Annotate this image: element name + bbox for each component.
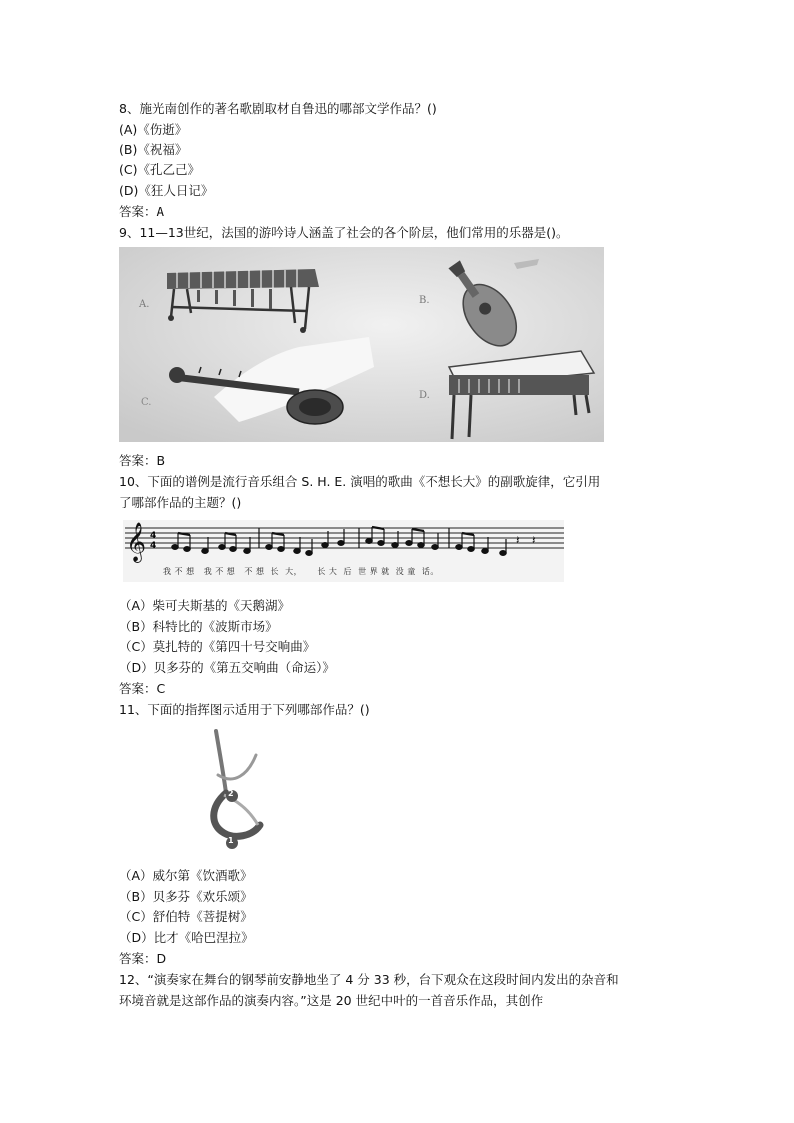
q8-option-c: (C)《孔乙己》 bbox=[119, 162, 200, 177]
q9-answer: 答案：B bbox=[119, 453, 166, 468]
question-8-stem: 8、施光南创作的著名歌剧取材自鲁迅的哪部文学作品？() bbox=[119, 101, 437, 116]
q11-option-c: （C）舒伯特《菩提树》 bbox=[119, 909, 253, 924]
svg-text:𝄽: 𝄽 bbox=[516, 533, 520, 547]
svg-text:4: 4 bbox=[150, 531, 157, 541]
q10-option-a: （A）柴可夫斯基的《天鹅湖》 bbox=[119, 598, 291, 613]
question-11-stem: 11、下面的指挥图示适用于下列哪部作品？() bbox=[119, 702, 370, 717]
q11-answer: 答案：D bbox=[119, 951, 167, 966]
beat-label-1: 1 bbox=[228, 836, 234, 845]
q11-option-b: （B）贝多芬《欢乐颂》 bbox=[119, 889, 253, 904]
q10-option-c: （C）莫扎特的《第四十号交响曲》 bbox=[119, 639, 316, 654]
q8-option-d: (D)《狂人日记》 bbox=[119, 183, 214, 198]
question-10-stem-line1: 10、下面的谱例是流行音乐组合 S. H. E. 演唱的歌曲《不想长大》的副歌旋律，它引用 bbox=[119, 474, 601, 489]
score-figure bbox=[123, 520, 564, 582]
beat-label-2: 2 bbox=[228, 789, 234, 798]
q10-option-b: （B）科特比的《波斯市场》 bbox=[119, 619, 278, 634]
question-12-line2: 环境音就是这部作品的演奏内容。”这是 20 世纪中叶的一首音乐作品，其创作 bbox=[119, 993, 544, 1008]
q11-option-a: （A）威尔第《饮酒歌》 bbox=[119, 868, 253, 883]
conducting-pattern-icon bbox=[190, 725, 280, 860]
instrument-label-c: C. bbox=[141, 397, 152, 408]
q8-option-a: (A)《伤逝》 bbox=[119, 122, 188, 137]
instrument-label-a: A. bbox=[139, 299, 150, 310]
instrument-label-d: D. bbox=[419, 390, 430, 401]
svg-text:𝄞: 𝄞 bbox=[126, 522, 147, 562]
question-10-stem-line2: 了哪部作品的主题？() bbox=[119, 495, 242, 510]
instrument-label-b: B. bbox=[419, 295, 430, 306]
q10-option-d: （D）贝多芬的《第五交响曲（命运）》 bbox=[119, 660, 335, 675]
question-12-line1: 12、“演奏家在舞台的钢琴前安静地坐了 4 分 33 秒，台下观众在这段时间内发出的杂音和 bbox=[119, 972, 619, 987]
q8-answer: 答案：A bbox=[119, 204, 165, 219]
q11-option-d: （D）比才《哈巴涅拉》 bbox=[119, 930, 254, 945]
conducting-figure bbox=[190, 725, 280, 860]
score-lyrics: 我 不 想 我 不 想 不 想 长 大， 长 大 后 世 界 就 没 童 话。 bbox=[163, 567, 439, 576]
svg-text:4: 4 bbox=[150, 541, 157, 551]
q8-option-b: (B)《祝福》 bbox=[119, 142, 188, 157]
question-9-stem: 9、11—13世纪，法国的游吟诗人涵盖了社会的各个阶层，他们常用的乐器是()。 bbox=[119, 225, 569, 240]
instruments-figure bbox=[119, 247, 604, 442]
q10-answer: 答案：C bbox=[119, 681, 166, 696]
svg-text:𝄽: 𝄽 bbox=[532, 533, 536, 547]
